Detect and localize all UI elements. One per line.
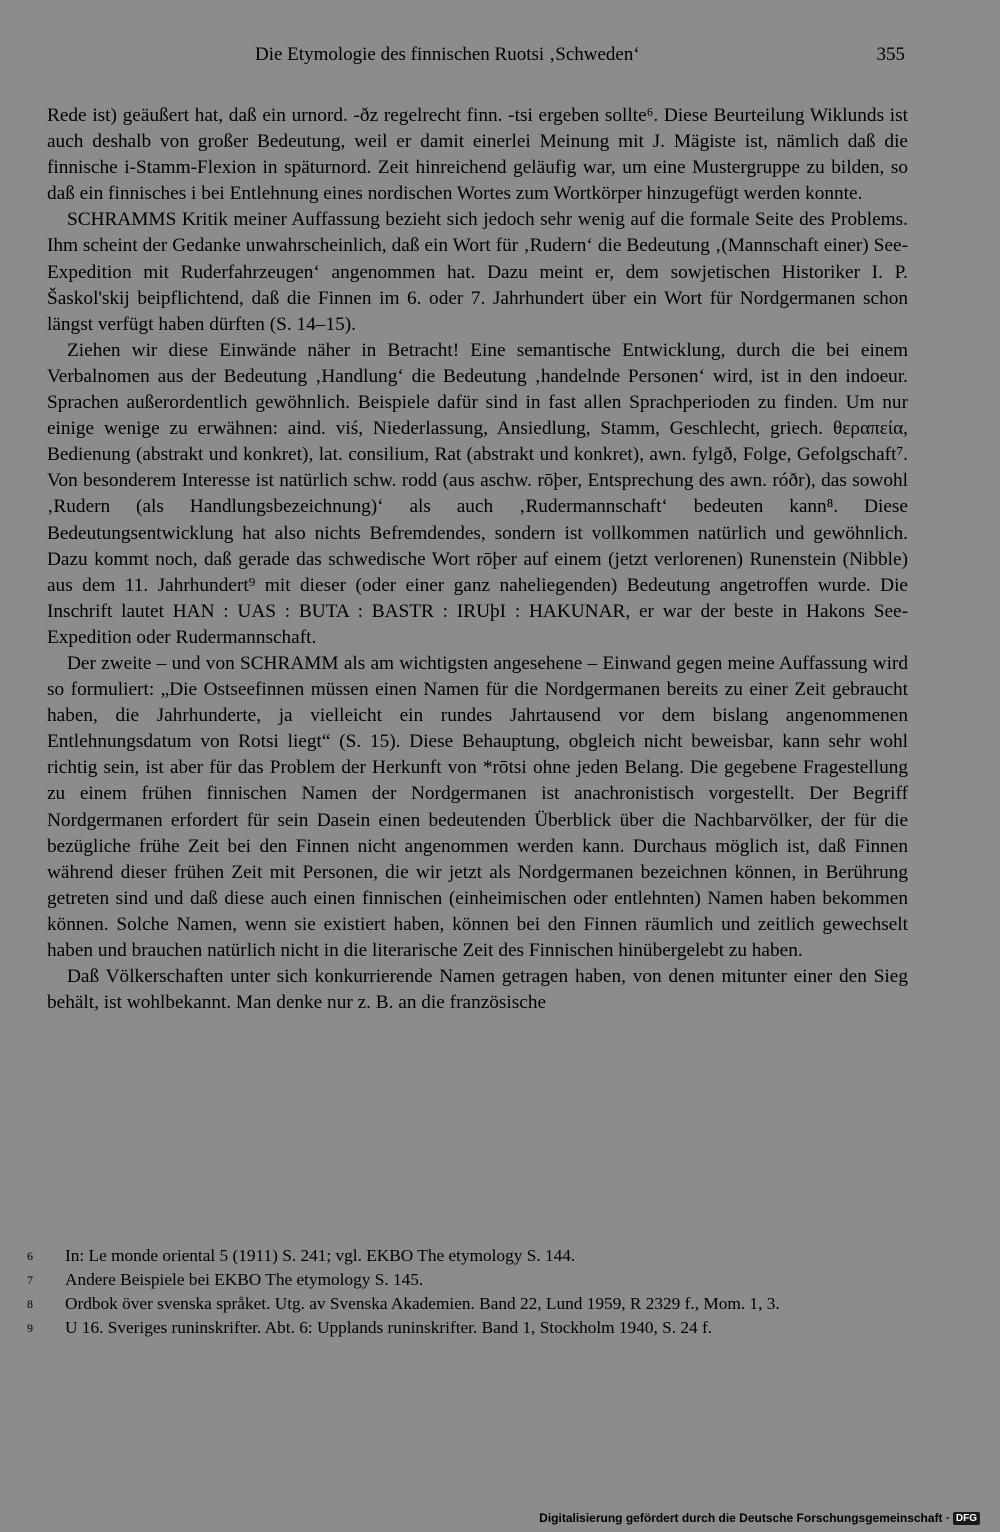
footnote (27, 1244, 908, 1268)
paragraph: Daß Völkerschaften unter sich konkurrierende Namen getragen haben, von denen mitunter einer den Sieg behält, ist wohlbekannt. Man denke nur z. B. an die französische (47, 966, 908, 1014)
footnote-number: 6 (27, 1249, 33, 1263)
dfg-logo: DFG (953, 1512, 980, 1525)
footnote-number: 9 (27, 1321, 33, 1335)
footnotes (27, 1244, 908, 1340)
footnote-text: U 16. Sveriges runinskrifter. Abt. 6: Upplands runinskrifter. Band 1, Stockholm 1940, S. 24 f. (65, 1318, 713, 1337)
digitization-credit (539, 1508, 980, 1528)
footnote (27, 1316, 908, 1340)
main-text (47, 103, 908, 1016)
paragraph: Ziehen wir diese Einwände näher in Betracht! Eine semantische Entwicklung, durch die bei einem Verbalnomen aus der Bedeutung ‚Handlung‘ die Bedeutung ‚handelnde Personen‘ wird, ist in den indoeur. Sprachen außerordentlich gewöhnlich. Beispiele dafür sind in fast allen Sprachperioden zu finden. Um nur einige wenige zu erwähnen: aind. viś, Niederlassung, Ansiedlung, Stamm, Geschlecht, griech. θεραπεία, Bedienung (abstrakt und konkret), lat. consilium, Rat (abstrakt und konkret), awn. fylgð, Folge, Gefolgschaft⁷. Von besonderem Interesse ist natürlich schw. rodd (aus aschw. rōþer, Entsprechung des awn. róðr), das sowohl ‚Rudern (als Handlungsbezeichnung)‘ als auch ‚Rudermannschaft‘ bedeuten kann⁸. Diese Bedeutungsentwicklung hat also nichts Befremdendes, sondern ist vollkommen natürlich und gewöhnlich. Dazu kommt noch, daß gerade das schwedische Wort rōþer auf einem (jetzt verlorenen) Runenstein (Nibble) aus dem 11. Jahrhundert⁹ mit dieser (oder einer ganz naheliegenden) Bedeutung angetroffen wurde. Die Inschrift lautet HAN : UAS : BUTA : BASTR : IRUþI : HAKUNAR, er war der beste in Hakons See-Expedition oder Rudermannschaft. (47, 339, 908, 648)
credit-text: Digitalisierung gefördert durch die Deutsche Forschungsgemeinschaft · (539, 1511, 950, 1525)
paragraph: Der zweite – und von SCHRAMM als am wichtigsten angesehene – Einwand gegen meine Auffassung wird so formuliert: „Die Ostseefinnen müssen einen Namen für die Nordgermanen bereits zu einer Zeit gebraucht haben, die Jahrhunderte, ja vielleicht ein rundes Jahrtausend vor dem bislang angenommenen Entlehnungsdatum von Rotsi liegt“ (S. 15). Diese Behauptung, obgleich nicht beweisbar, kann sehr wohl richtig sein, ist aber für das Problem der Herkunft von *rōtsi ohne jeden Belang. Die gegebene Fragestellung zu einem frühen finnischen Namen der Nordgermanen ist anachronistisch vorgestellt. Der Begriff Nordgermanen erfordert für sein Dasein einen bedeutenden Überblick über die Nachbarvölker, der für die bezügliche frühe Zeit bei den Finnen nicht angenommen werden kann. Durchaus möglich ist, daß Finnen während dieser frühen Zeit mit Personen, die wir jetzt als Nordgermanen bezeichnen können, in Berührung getreten sind und daß diese auch einen finnischen (einheimischen oder entlehnten) Namen haben bekommen können. Solche Namen, wenn sie existiert haben, können bei den Finnen räumlich und zeitlich gewechselt haben und brauchen natürlich nicht in die literarische Zeit des Finnischen hinübergelebt zu haben. (47, 652, 908, 961)
paragraph: Rede ist) geäußert hat, daß ein urnord. -ðz regelrecht finn. -tsi ergeben sollte⁶. Diese Beurteilung Wiklunds ist auch deshalb von großer Bedeutung, weil er damit einerlei Meinung mit J. Mägiste ist, nämlich daß die finnische i-Stamm-Flexion in späturnord. Zeit hinreichend geläufig war, um eine Mustergruppe zu bilden, so daß ein finnisches i bei Entlehnung eines nordischen Wortes zum Wortkörper hinzugefügt werden konnte. (47, 105, 908, 205)
footnote-number: 8 (27, 1297, 33, 1311)
footnote-text: In: Le monde oriental 5 (1911) S. 241; vgl. EKBO The etymology S. 144. (65, 1246, 576, 1265)
footnote-text: Ordbok över svenska språket. Utg. av Svenska Akademien. Band 22, Lund 1959, R 2329 f., Mom. 1, 3. (65, 1294, 780, 1313)
footnote-text: Andere Beispiele bei EKBO The etymology S. 145. (65, 1270, 424, 1289)
paragraph: SCHRAMMS Kritik meiner Auffassung bezieht sich jedoch sehr wenig auf die formale Seite des Problems. Ihm scheint der Gedanke unwahrscheinlich, daß ein Wort für ‚Rudern‘ die Bedeutung ‚(Mannschaft einer) See-Expedition mit Ruderfahrzeugen‘ angenommen hat. Dazu meint er, dem sowjetischen Historiker I. P. Šaskol'skij beipflichtend, daß die Finnen im 6. oder 7. Jahrhundert über ein Wort für Nordgermanen schon längst verfügt haben dürften (S. 14–15). (47, 209, 908, 335)
page-number: 355 (876, 44, 905, 65)
running-header (255, 44, 905, 74)
running-title: Die Etymologie des finnischen Ruotsi ‚Schweden‘ (255, 44, 640, 65)
footnote (27, 1292, 908, 1316)
footnote (27, 1268, 908, 1292)
footnote-number: 7 (27, 1273, 33, 1287)
